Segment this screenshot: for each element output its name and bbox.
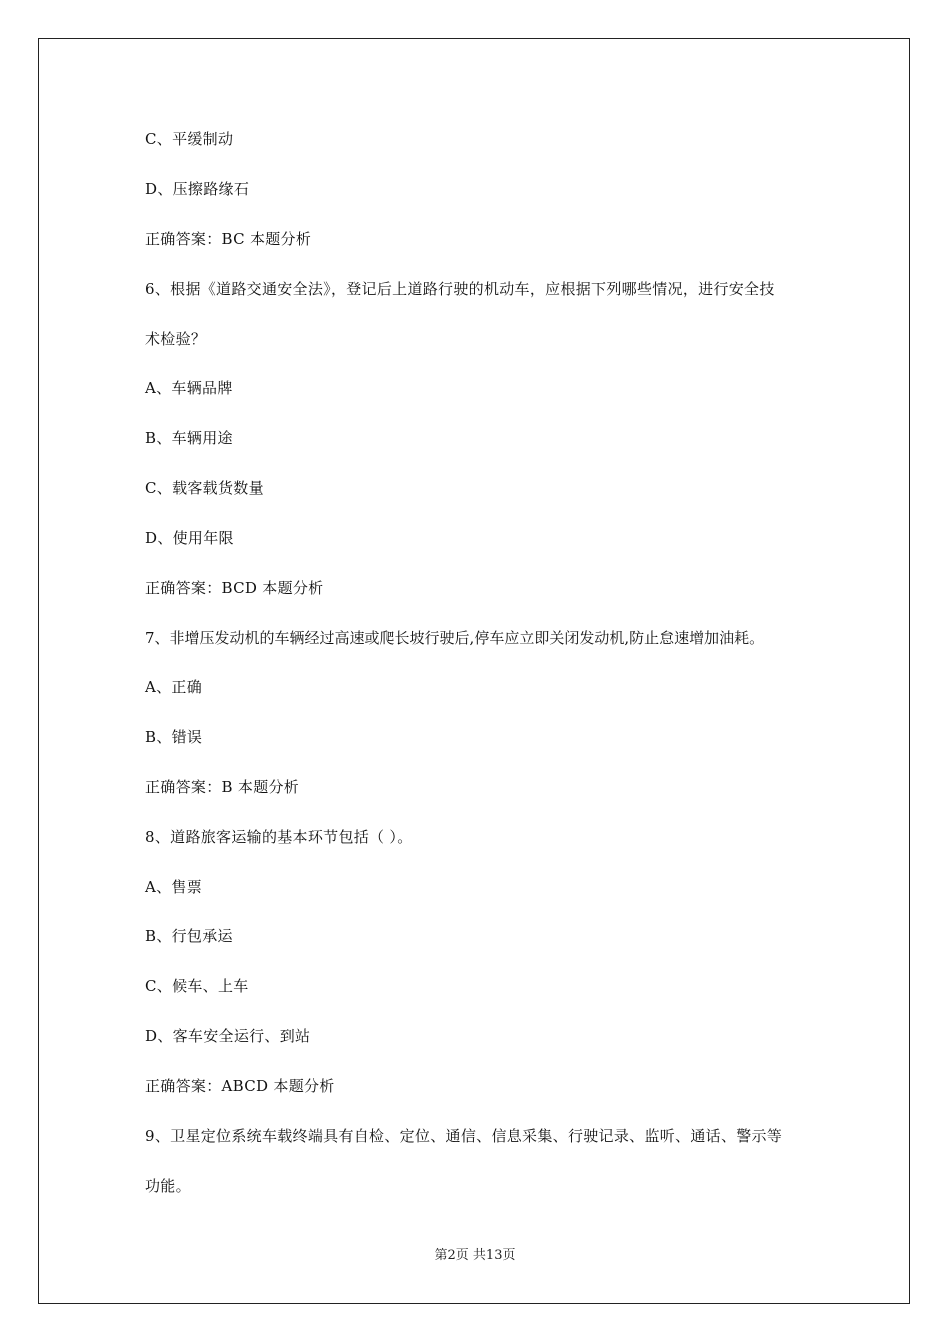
option-c-q6: C、载客载货数量: [145, 479, 264, 497]
option-d-q6: D、使用年限: [145, 529, 234, 547]
option-a-q7: A、正确: [145, 678, 203, 696]
page-frame: [38, 38, 910, 1304]
answer-q7: 正确答案：B 本题分析: [145, 778, 300, 796]
question-7: 7、非增压发动机的车辆经过高速或爬长坡行驶后,停车应立即关闭发动机,防止怠速增加油耗。: [145, 629, 765, 647]
page-number-footer: 第2页 共13页: [434, 1248, 516, 1263]
answer-q5: 正确答案：BC 本题分析: [145, 230, 312, 248]
question-9-line-2: 功能。: [145, 1177, 191, 1195]
option-a-q6: A、车辆品牌: [145, 379, 233, 397]
option-d-q8: D、客车安全运行、到站: [145, 1027, 311, 1045]
option-b-q8: B、行包承运: [145, 927, 233, 945]
answer-q8: 正确答案：ABCD 本题分析: [145, 1077, 335, 1095]
question-8: 8、道路旅客运输的基本环节包括（ ）。: [145, 828, 413, 846]
answer-q6: 正确答案：BCD 本题分析: [145, 579, 324, 597]
question-9-line-1: 9、卫星定位系统车载终端具有自检、定位、通信、信息采集、行驶记录、监听、通话、警示等: [145, 1127, 783, 1145]
question-6-line-1: 6、根据《道路交通安全法》，登记后上道路行驶的机动车，应根据下列哪些情况，进行安全技: [145, 280, 775, 298]
option-c-q5: C、平缓制动: [145, 130, 234, 148]
option-b-q6: B、车辆用途: [145, 429, 233, 447]
option-b-q7: B、错误: [145, 728, 203, 746]
option-a-q8: A、售票: [145, 878, 203, 896]
question-6-line-2: 术检验？: [145, 330, 207, 348]
option-d-q5: D、压擦路缘石: [145, 180, 250, 198]
option-c-q8: C、候车、上车: [145, 977, 249, 995]
